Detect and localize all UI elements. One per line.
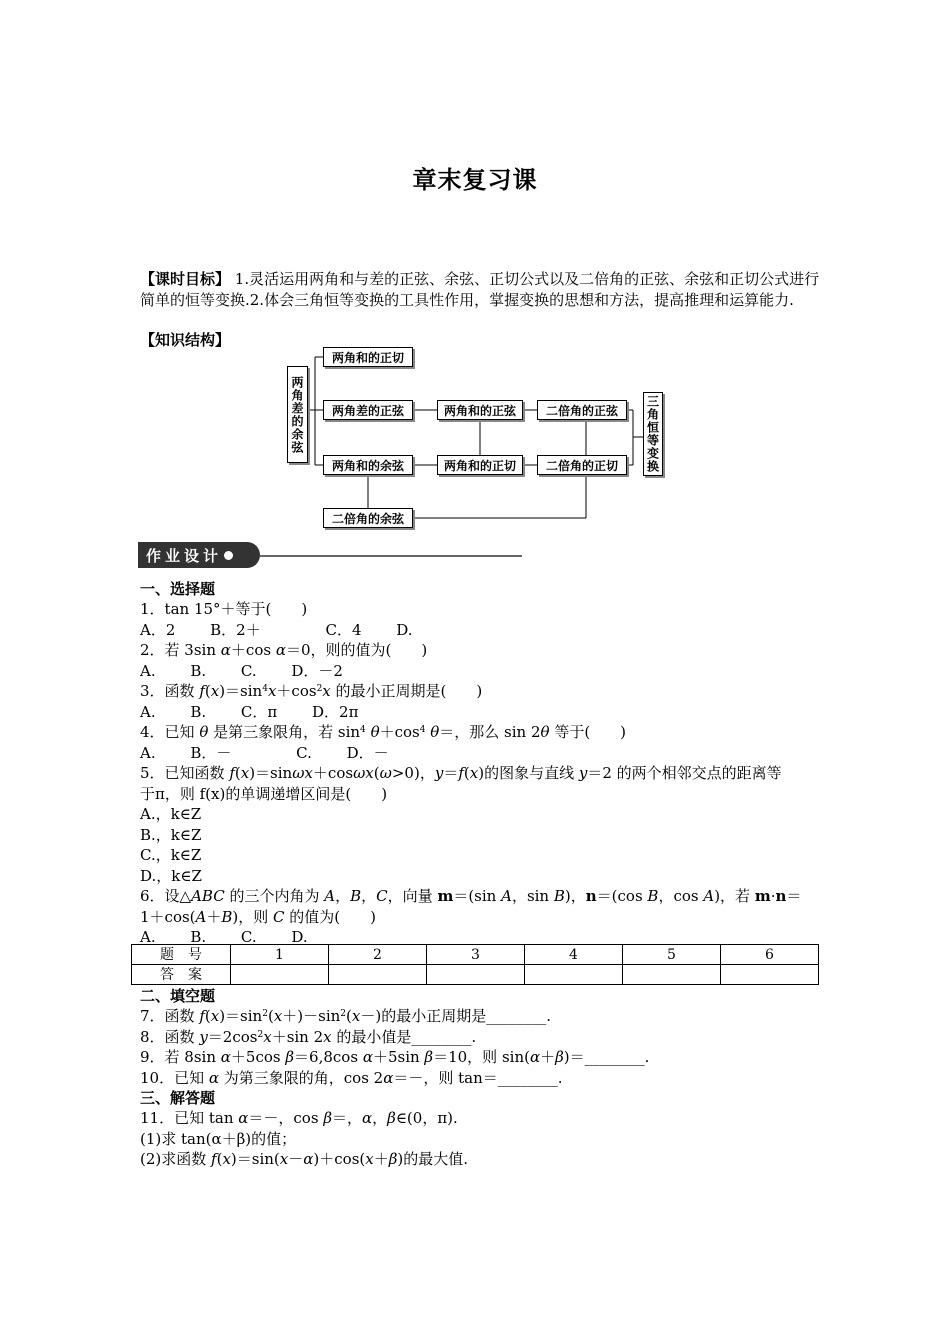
structure-label: 【知识结构】 (140, 331, 231, 349)
answer-table (131, 944, 819, 985)
section-choice: 一、选择题 (140, 580, 216, 598)
question-11: 11．已知 tan α＝－，cos β＝，α，β∈(0，π). (140, 1109, 458, 1127)
question-6-line-2: 1＋cos(A＋B)，则 C 的值为( ) (140, 908, 377, 926)
question-3: 3．函数 $f(x)=\sin^4x+\cos^2x$ 的最小正周期是( ) (140, 682, 483, 700)
diagram-box-tan-sum-2: 两角和的正切 (437, 455, 523, 475)
question-5-option-c: C.，k∈Z (140, 846, 202, 864)
question-5-line-2: 于π，则 f(x)的单调递增区间是( ) (140, 785, 388, 803)
table-row (132, 965, 819, 985)
question-5-option-b: B.，k∈Z (140, 826, 202, 844)
section-solve: 三、解答题 (140, 1089, 216, 1107)
question-6-line-1: 6．设△ABC 的三个内角为 A，B，C，向量 m＝(sin A，sin B)，n＝(cos B，cos A)，若 m·n＝ (140, 887, 802, 905)
question-3-options: A. B. C．π D．2π (140, 703, 359, 721)
table-cell-num: 5 (623, 945, 721, 965)
question-5-line-1: 5．已知函数 f(x)＝sinωx＋cosωx(ω>0)，y＝f(x)的图象与直线 y＝2 的两个相邻交点的距离等 (140, 764, 782, 782)
answer-cell-3[interactable] (427, 965, 525, 985)
table-head-question: 题 号 (132, 945, 231, 965)
table-head-answer: 答 案 (132, 965, 231, 985)
question-4: 4．已知 θ 是第三象限角，若 $\sin^4 \theta+\cos^4$ θ＝，那么 sin 2θ 等于( ) (140, 723, 627, 741)
diagram-connectors (0, 0, 950, 560)
homework-banner-label: 作业设计 (146, 546, 223, 565)
question-5-option-a: A.，k∈Z (140, 805, 202, 823)
table-cell-num: 3 (427, 945, 525, 965)
banner-rule (260, 555, 522, 557)
diagram-box-sin-diff: 两角差的正弦 (323, 400, 413, 420)
diagram-box-double-sin: 二倍角的正弦 (537, 400, 627, 420)
answer-cell-4[interactable] (525, 965, 623, 985)
diagram-box-tan-sum: 两角和的正切 (323, 347, 413, 367)
question-11-part-2: (2)求函数 f(x)＝sin(x－α)＋cos(x＋β)的最大值. (140, 1150, 469, 1168)
question-1: 1．tan 15°＋等于( ) (140, 600, 308, 618)
question-10: 10．已知 α 为第三象限的角，cos 2α＝－，则 tan＝________. (140, 1069, 563, 1087)
diagram-box-double-cos: 二倍角的余弦 (323, 508, 413, 528)
answer-cell-2[interactable] (329, 965, 427, 985)
diagram-box-right: 三角恒等变换 (643, 392, 663, 476)
question-8: 8．函数 $y=2\cos^2x+\sin$ 2x 的最小值是________. (140, 1028, 477, 1046)
answer-cell-5[interactable] (623, 965, 721, 985)
question-11-part-1: (1)求 tan(α＋β)的值； (140, 1130, 297, 1148)
table-cell-num: 6 (721, 945, 819, 965)
question-9: 9．若 8sin α＋5cos β＝6,8cos α＋5sin β＝10，则 sin(α＋β)＝________. (140, 1048, 650, 1066)
objectives-label: 【课时目标】 (140, 270, 231, 288)
question-2: 2．若 3sin α＋cos α＝0，则的值为( ) (140, 641, 428, 659)
question-7: 7．函数 $f(x)=\sin^2(x+)-\sin^2(x-)$的最小正周期是________. (140, 1007, 551, 1025)
diagram-box-sin-sum: 两角和的正弦 (437, 400, 523, 420)
answer-cell-6[interactable] (721, 965, 819, 985)
table-cell-num: 1 (231, 945, 329, 965)
banner-dot-icon (224, 551, 233, 560)
objectives-text: 1.灵活运用两角和与差的正弦、余弦、正切公式以及二倍角的正弦、余弦和正切公式进行简单的恒等变换.2.体会三角恒等变换的工具性作用，掌握变换的思想和方法，提高推理和运算能力. (140, 270, 820, 309)
table-row (132, 945, 819, 965)
question-1-options: A．2 B．2＋ C．4 D. (140, 621, 413, 639)
table-cell-num: 4 (525, 945, 623, 965)
homework-banner (138, 542, 260, 568)
question-2-options: A. B. C. D．－2 (140, 662, 343, 680)
answer-cell-1[interactable] (231, 965, 329, 985)
diagram-box-cos-sum: 两角和的余弦 (323, 455, 413, 475)
page-title: 章末复习课 (412, 166, 538, 194)
section-fill: 二、填空题 (140, 987, 216, 1005)
table-cell-num: 2 (329, 945, 427, 965)
diagram-box-double-tan: 二倍角的正切 (537, 455, 627, 475)
question-6-options: A. B. C. D. (140, 928, 308, 946)
question-5-option-d: D.，k∈Z (140, 867, 202, 885)
diagram-box-left: 两角差的余弦 (287, 366, 308, 463)
question-4-options: A. B．－ C. D．－ (140, 744, 389, 762)
